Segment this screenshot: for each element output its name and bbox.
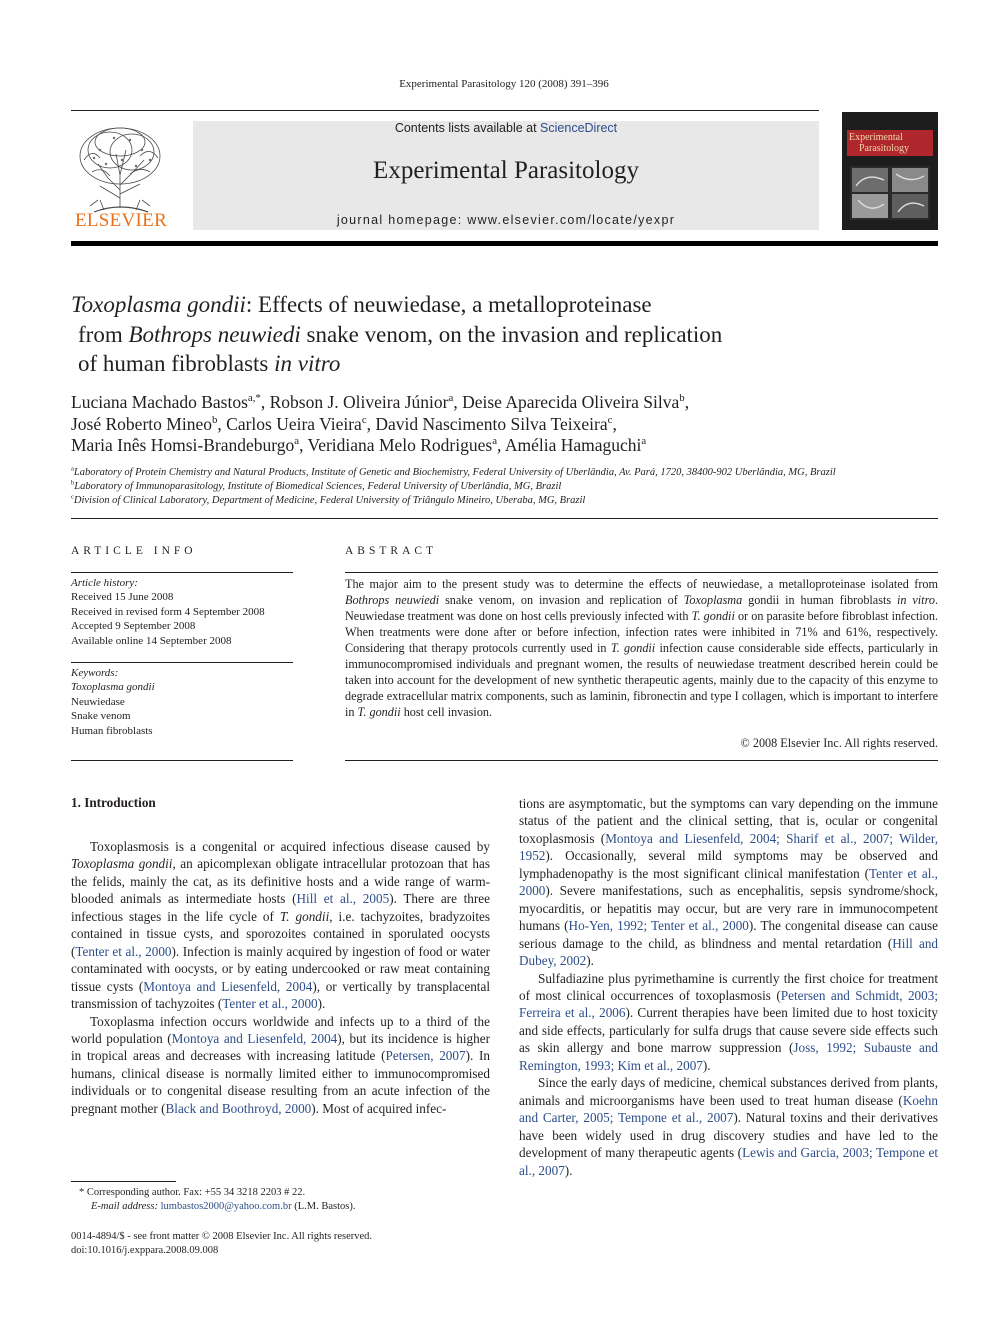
author[interactable]: Robson J. Oliveira Júnior$^a$, (269, 392, 463, 412)
footnote-rule (71, 1181, 176, 1182)
citation-link[interactable]: Joss, 1992; Subauste and Remington, 1993; Kim et al., 2007 (519, 1040, 938, 1073)
journal-title: Experimental Parasitology (373, 157, 639, 184)
doi-line[interactable]: doi:10.1016/j.exppara.2008.09.008 (71, 1245, 219, 1256)
body-column-left (71, 838, 490, 1117)
citation-link[interactable]: Montoya and Liesenfeld, 2004 (171, 1030, 338, 1046)
copyright: © 2008 Elsevier Inc. All rights reserved. (740, 736, 938, 750)
citation-link[interactable]: Lewis and Garcia, 2003; Tempone et al., 2007 (519, 1145, 938, 1178)
citation-link[interactable]: Montoya and Liesenfeld, 2004; Sharif et al., 2007; Wilder, 1952 (519, 830, 939, 864)
citation-link[interactable]: Hill and Dubey, 2002 (519, 935, 939, 969)
citation-link[interactable]: Petersen, 2007 (385, 1048, 466, 1064)
history-item: Accepted 9 September 2008 (71, 620, 196, 633)
issn-doi (71, 1230, 491, 1258)
homepage-label: journal homepage: (336, 213, 468, 227)
keywords (71, 666, 293, 738)
cover-title-line1: Experimental (849, 132, 903, 143)
paragraph: Sulfadiazine plus pyrimethamine is currently the first choice for treatment of most clinical occurrences of toxoplasmosis (Petersen and Schmidt, 2003; Ferreira et al., 2006). Current therapies have been limited due to host toxicity and side effects, particularly for sulfa drugs that cause severe side effects such as skin allergy and bone marrow suppression (Joss, 1992; Subauste and Remington, 1993; Kim et al., 2007). (519, 970, 939, 1073)
homepage-url[interactable]: www.elsevier.com/locate/yexpr (467, 213, 676, 227)
cover-title (849, 132, 909, 154)
affiliation-b: $^b$Laboratory of Immunoparasitology, Institute of Biomedical Sciences, Federal University of Uberlândia, MG, Brazil (71, 479, 562, 492)
title-in-vitro: in vitro (274, 351, 341, 376)
divider (71, 518, 938, 519)
author-line-3 (71, 435, 941, 457)
paragraph: tions are asymptomatic, but the symptoms can vary depending on the immune status of the patient and the clinical setting, that is, ocular or congenital toxoplasmosis (Montoya and Liesenfeld, 2004; Sharif et al., 2007; Wilder, 1952). Occasionally, several mild symptoms may be observed and lymphadenopathy is the most significant clinical manifestation (Tenter et al., 2000). Severe manifestations, such as encephalitis, sepsis syndrome/shock, myocarditis, or hepatitis may occur, but are very rare in immunocompetent humans (Ho-Yen, 1992; Tenter et al., 2000). The congenital disease can cause serious damage to the child, as blindness and mental retardation (Hill and Dubey, 2002). (519, 796, 939, 969)
title-line-3 (71, 349, 831, 379)
running-head: Experimental Parasitology 120 (2008) 391–396 (399, 78, 609, 90)
abstract-heading: ABSTRACT (345, 545, 438, 557)
abstract-text: The major aim to the present study was to determine the effects of neuwiedase, a metalloproteinase isolated from Bothrops neuwiedi snake venom, on invasion and replication of Toxoplasma gondii in human fibroblasts in vitro. Neuwiedase treatment was done on host cells previously infected with T. gondii or on parasite before fibroblast infection. When treatments were done after or before infection, infection rates were inhibited in 71% and 61%, respectively. Considering that therapy protocols currently used in T. gondii infection cause considerable side effects, particularly in immunocompromised individuals and pregnant women, the results of neuwiedase treatment described herein could be taken into account for the development of new synthetic therapeutic agents, mainly due to the capacity of this enzyme to degrade extracellular matrix components, such as laminin, fibronectin and type I collagen, which is important to interfere in T. gondii host cell invasion. (345, 577, 938, 719)
author-list (71, 392, 941, 457)
author-line-1 (71, 392, 941, 414)
article-info-heading: ARTICLE INFO (71, 545, 197, 557)
article-history (71, 576, 293, 648)
keywords-label: Keywords: (71, 667, 119, 679)
citation-link[interactable]: Koehn and Carter, 2005; Tempone et al., 2007 (519, 1092, 938, 1126)
section-heading-introduction: 1. Introduction (71, 795, 156, 810)
paragraph: Toxoplasmosis is a congenital or acquired infectious disease caused by Toxoplasma gondii, an apicomplexan obligate intracellular protozoan that has the felids, mainly the cat, as its definitive hosts and a wide range of warm-blooded animals as intermediate hosts (Hill et al., 2005). There are three infectious stages in the life cycle of T. gondii, i.e. tachyzoites, bradyzoites contained in tissue cysts, and sporozoites contained in sporulated oocysts (Tenter et al., 2000). Infection is mainly acquired by ingestion of food or water contaminated with oocysts, or by eating undercooked or raw meat containing tissue cysts (Montoya and Liesenfeld, 2004), or vertically by transplacental transmission of tachyzoites (Tenter et al., 2000). (71, 839, 491, 1012)
keyword: Toxoplasma gondii (71, 681, 155, 694)
affiliation-a: $^a$Laboratory of Protein Chemistry and Natural Products, Institute of Genetic and Biochemistry, Federal University of Uberlândia, Av. Pará, 1720, 38400-902 Uberlândia, MG, Brazil (71, 465, 836, 478)
title-part-1: : Effects of neuwiedase, a metalloproteinase (245, 292, 652, 317)
paragraph: Since the early days of medicine, chemical substances derived from plants, animals and microorganisms have been used to treat human disease (Koehn and Carter, 2005; Tempone et al., 2007). Natural toxins and their derivatives have been widely used in drug discovery studies and have led to the development of many therapeutic agents (Lewis and Garcia, 2003; Tempone et al., 2007). (519, 1075, 938, 1178)
cover-title-line2: Parasitology (859, 143, 909, 154)
keyword: Human fibroblasts (71, 724, 153, 737)
sciencedirect-link[interactable]: ScienceDirect (540, 121, 618, 135)
author[interactable]: Maria Inês Homsi-Brandeburgo$^a$, (71, 435, 308, 455)
divider (345, 760, 938, 761)
email-note: E-mail address: lumbastos2000@yahoo.com.br (L.M. Bastos). (91, 1201, 356, 1212)
divider (71, 662, 293, 663)
title-line-2 (71, 320, 831, 350)
title-from: from (78, 321, 129, 347)
contents-prefix: Contents lists available at (394, 121, 541, 135)
history-item: Received in revised form 4 September 2008 (71, 605, 265, 618)
paragraph: Toxoplasma infection occurs worldwide and infects up to a third of the world population (Montoya and Liesenfeld, 2004), but its incidence is higher in tropical areas and decreases with increasing latitude (Petersen, 2007). In humans, clinical disease is normally limited either to immunocompromised individuals or to congenital disease resulting from an acute infection of the pregnant mother (Black and Boothroyd, 2000). Most of acquired infec- (71, 1013, 490, 1116)
author[interactable]: Luciana Machado Bastos$^{a,*}$, (71, 392, 270, 412)
citation-link[interactable]: Tenter et al., 2000 (519, 865, 938, 899)
title-part-2: snake venom, on the invasion and replication (300, 321, 723, 347)
author[interactable]: David Nascimento Silva Teixeira$^c$, (375, 413, 617, 434)
author[interactable]: Amélia Hamaguchi$^a$ (504, 435, 647, 455)
elsevier-wordmark: ELSEVIER (74, 210, 168, 231)
author[interactable]: Deise Aparecida Oliveira Silva$^b$, (462, 392, 690, 412)
author-line-2 (71, 414, 941, 436)
citation-link[interactable]: Petersen and Schmidt, 2003; Ferreira et al., 2006 (519, 987, 939, 1021)
title-part-3: of human fibroblasts (78, 351, 275, 376)
author[interactable]: Veridiana Melo Rodrigues$^a$, (307, 435, 505, 455)
cover-image-icon (850, 166, 930, 220)
history-label: Article history: (71, 577, 138, 589)
header-rule-thick (71, 241, 938, 246)
history-item: Available online 14 September 2008 (71, 634, 232, 647)
homepage-line (193, 213, 819, 227)
divider (71, 760, 293, 761)
citation-link[interactable]: Black and Boothroyd, 2000 (165, 1100, 312, 1116)
journal-cover[interactable] (842, 112, 938, 230)
email-link[interactable]: lumbastos2000@yahoo.com.br (160, 1201, 292, 1212)
body-column-right (519, 795, 938, 1179)
keyword: Snake venom (71, 710, 131, 723)
divider (71, 572, 293, 573)
author[interactable]: Carlos Ueira Vieira$^c$, (226, 413, 376, 434)
contents-line (193, 121, 819, 135)
corresponding-author-note: * Corresponding author. Fax: +55 34 3218 2203 # 22. (79, 1187, 306, 1198)
citation-link[interactable]: Tenter et al., 2000 (75, 943, 172, 959)
title-species: Toxoplasma gondii (71, 292, 246, 317)
header-rule (71, 110, 819, 111)
citation-link[interactable]: Hill et al., 2005 (296, 891, 390, 907)
title-line-1 (71, 290, 831, 320)
citation-link[interactable]: Ho-Yen, 1992; Tenter et al., 2000 (568, 918, 749, 934)
citation-link[interactable]: Tenter et al., 2000 (222, 996, 318, 1012)
article-title (71, 290, 831, 379)
citation-link[interactable]: Montoya and Liesenfeld, 2004 (143, 978, 313, 994)
elsevier-logo[interactable] (70, 120, 172, 232)
title-snake: Bothrops neuwiedi (128, 321, 301, 347)
affiliations (71, 466, 951, 508)
keyword: Neuwiedase (71, 695, 125, 708)
footnote (71, 1186, 491, 1214)
affiliation-c: $^c$Division of Clinical Laboratory, Department of Medicine, Federal University of Triângulo Mineiro, Uberaba, MG, Brazil (71, 493, 586, 506)
divider (345, 572, 938, 573)
issn-line: 0014-4894/$ - see front matter © 2008 Elsevier Inc. All rights reserved. (71, 1231, 373, 1242)
history-item: Received 15 June 2008 (71, 591, 174, 604)
author[interactable]: José Roberto Mineo$^b$, (71, 413, 227, 434)
